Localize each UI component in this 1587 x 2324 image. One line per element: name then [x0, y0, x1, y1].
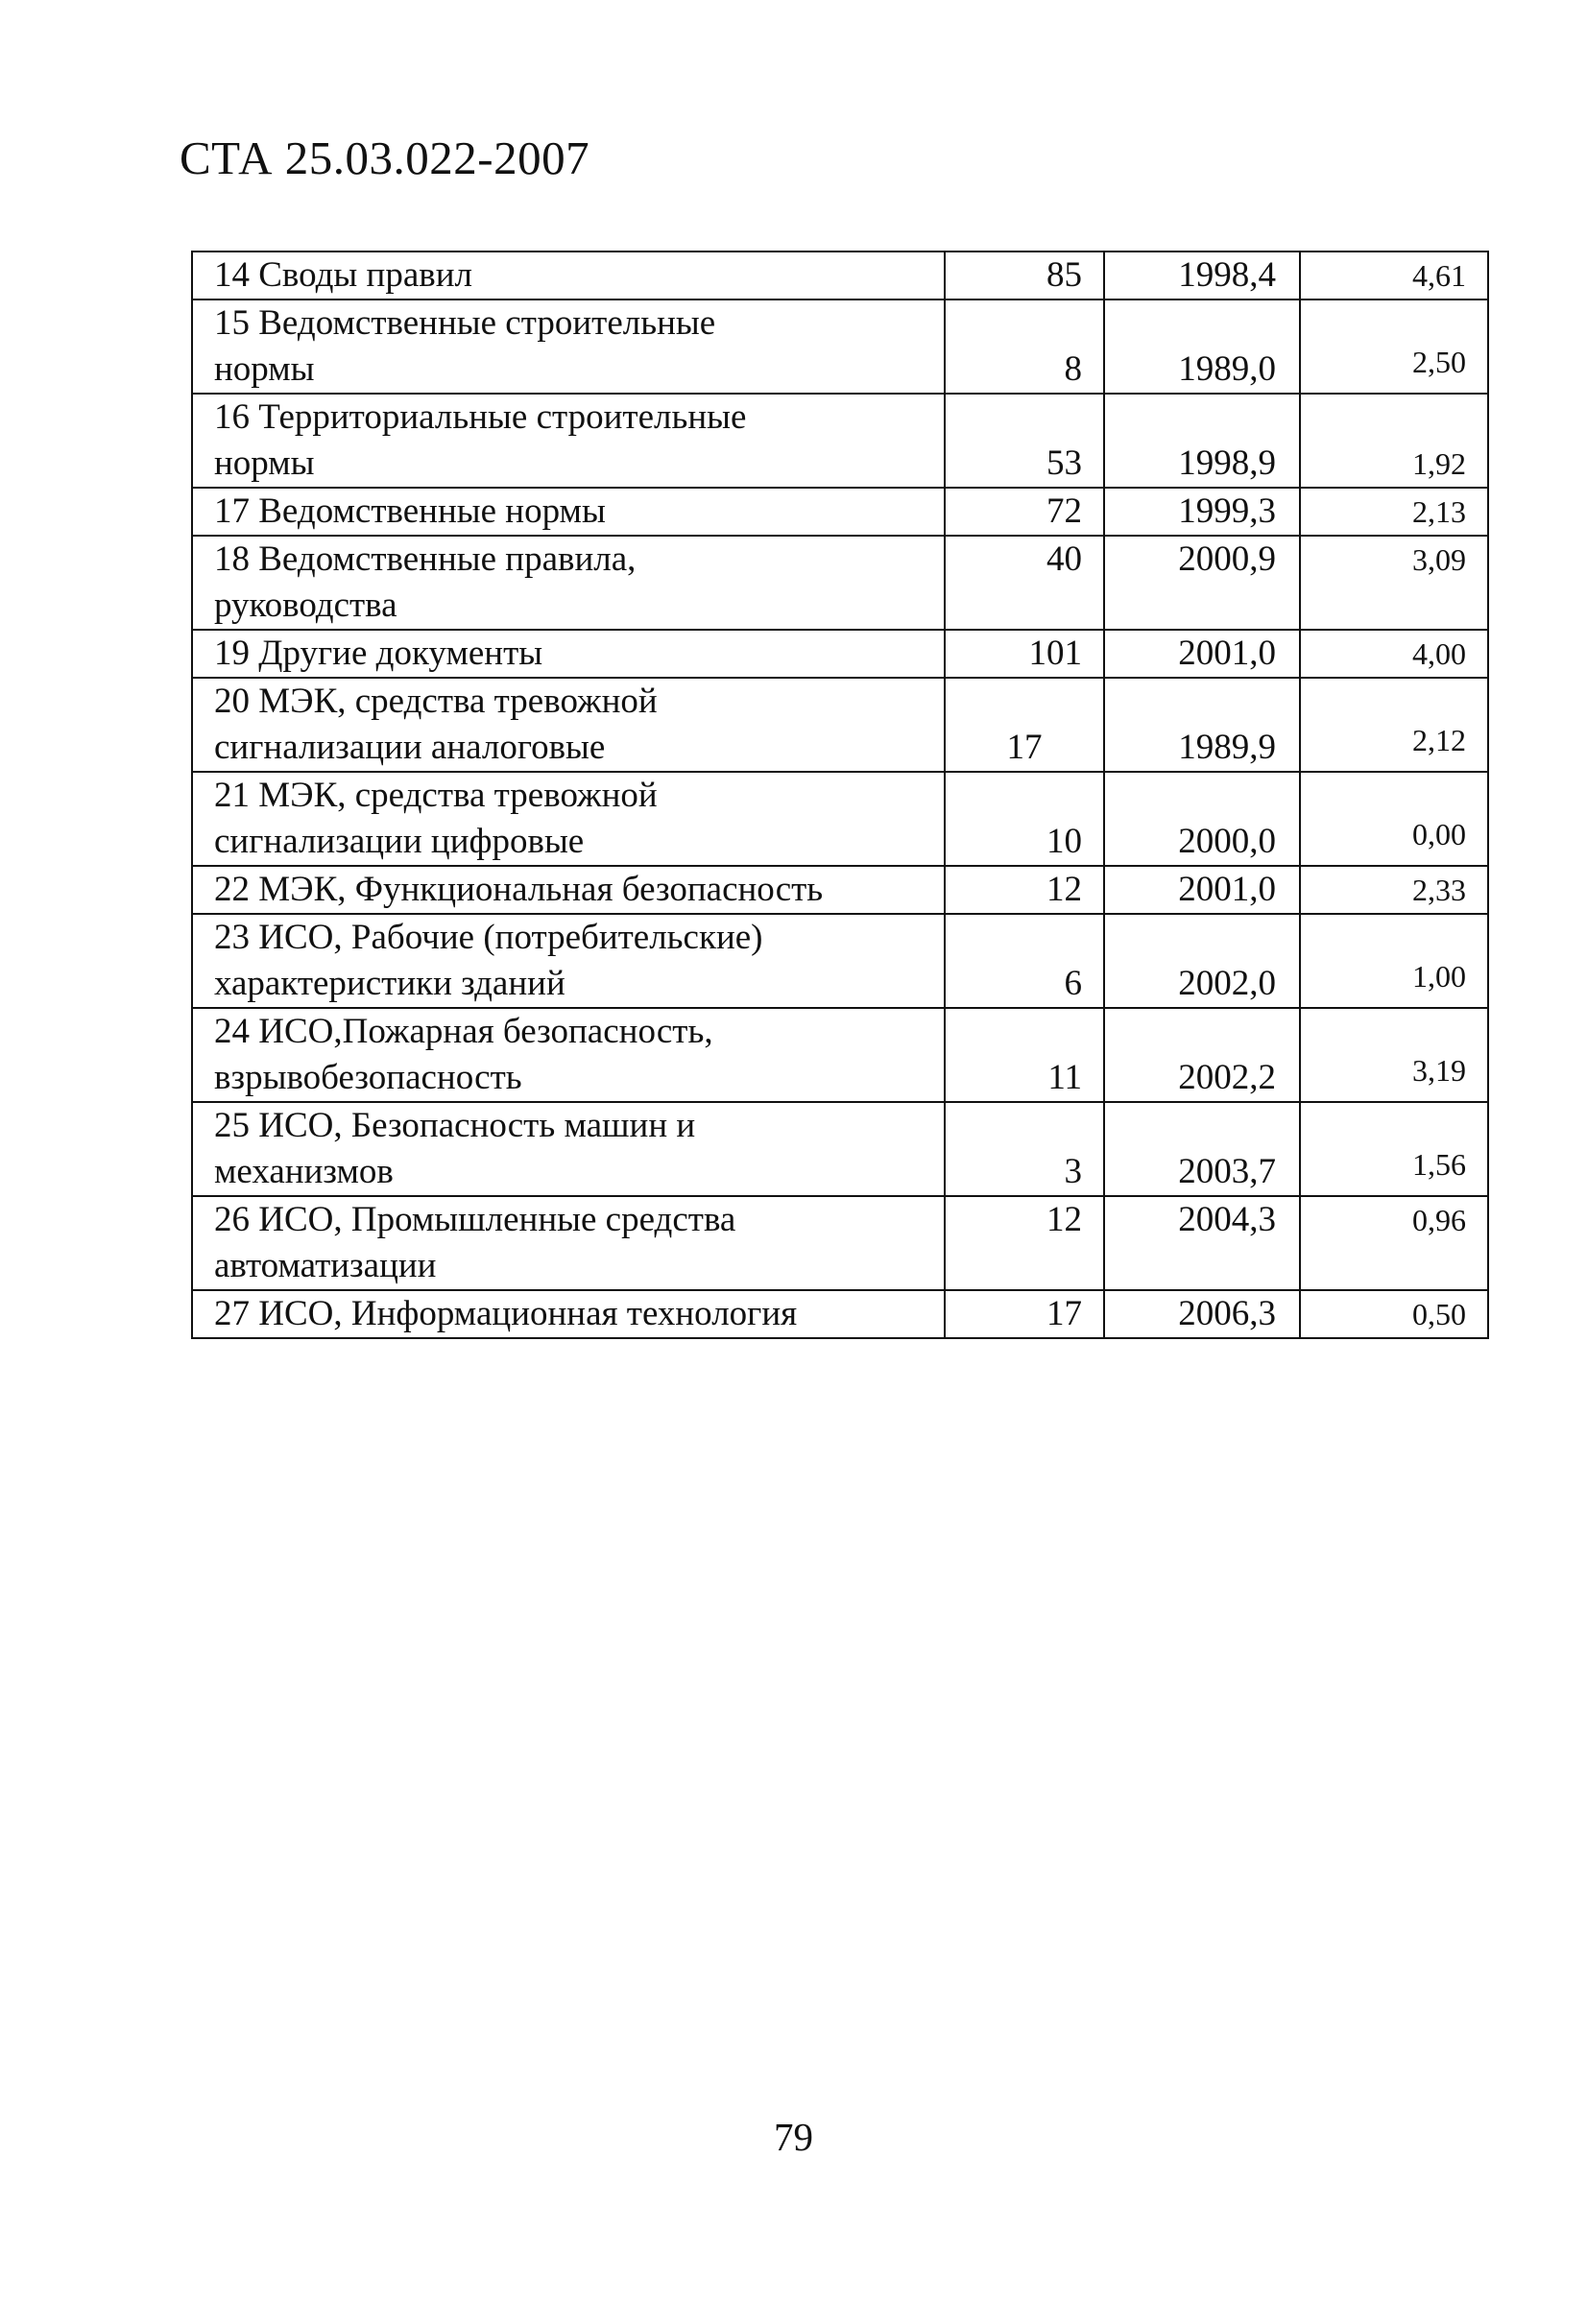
row-year: 2004,3 [1104, 1196, 1300, 1290]
row-name: 19 Другие документы [192, 630, 945, 678]
row-year: 1998,4 [1104, 252, 1300, 299]
table-row [192, 866, 1488, 914]
row-ratio: 4,00 [1300, 630, 1488, 678]
row-year: 2000,9 [1104, 536, 1300, 630]
row-name: 27 ИСО, Информационная технология [192, 1290, 945, 1338]
table-row [192, 1290, 1488, 1338]
row-year: 2001,0 [1104, 866, 1300, 914]
row-count: 85 [945, 252, 1104, 299]
row-ratio: 1,56 [1300, 1102, 1488, 1196]
table-row [192, 536, 1488, 630]
row-ratio: 0,50 [1300, 1290, 1488, 1338]
row-year: 2002,2 [1104, 1008, 1300, 1102]
row-name: 14 Своды правил [192, 252, 945, 299]
table-row [192, 1102, 1488, 1196]
row-ratio: 4,61 [1300, 252, 1488, 299]
row-count: 3 [945, 1102, 1104, 1196]
page-number: 79 [774, 2115, 813, 2159]
row-ratio: 2,12 [1300, 678, 1488, 772]
row-name: 20 МЭК, средства тревожной сигнализации аналоговые [192, 678, 945, 772]
row-count: 8 [945, 299, 1104, 394]
row-count: 10 [945, 772, 1104, 866]
row-name: 22 МЭК, Функциональная безопасность [192, 866, 945, 914]
row-count: 11 [945, 1008, 1104, 1102]
row-ratio: 1,00 [1300, 914, 1488, 1008]
row-name: 17 Ведомственные нормы [192, 488, 945, 536]
row-ratio: 3,09 [1300, 536, 1488, 630]
table-row [192, 299, 1488, 394]
row-year: 1999,3 [1104, 488, 1300, 536]
row-name: 16 Территориальные строительные нормы [192, 394, 945, 488]
row-ratio: 0,00 [1300, 772, 1488, 866]
row-name: 21 МЭК, средства тревожной сигнализации цифровые [192, 772, 945, 866]
row-count: 72 [945, 488, 1104, 536]
row-ratio: 2,50 [1300, 299, 1488, 394]
row-count: 12 [945, 1196, 1104, 1290]
row-ratio: 2,13 [1300, 488, 1488, 536]
row-count: 12 [945, 866, 1104, 914]
row-name: 15 Ведомственные строительные нормы [192, 299, 945, 394]
row-ratio: 0,96 [1300, 1196, 1488, 1290]
row-count: 40 [945, 536, 1104, 630]
row-name: 23 ИСО, Рабочие (потребительские) характеристики зданий [192, 914, 945, 1008]
row-year: 2006,3 [1104, 1290, 1300, 1338]
row-year: 2002,0 [1104, 914, 1300, 1008]
table-row [192, 1008, 1488, 1102]
row-count: 6 [945, 914, 1104, 1008]
table-row [192, 252, 1488, 299]
row-year: 1989,9 [1104, 678, 1300, 772]
table-row [192, 678, 1488, 772]
row-count: 53 [945, 394, 1104, 488]
row-count: 101 [945, 630, 1104, 678]
row-count: 17 [945, 678, 1104, 772]
norms-table-body [192, 252, 1488, 1338]
row-year: 2001,0 [1104, 630, 1300, 678]
row-name: 25 ИСО, Безопасность машин и механизмов [192, 1102, 945, 1196]
row-ratio: 2,33 [1300, 866, 1488, 914]
row-name: 18 Ведомственные правила, руководства [192, 536, 945, 630]
row-ratio: 3,19 [1300, 1008, 1488, 1102]
table-row [192, 1196, 1488, 1290]
table-row [192, 488, 1488, 536]
norms-table [191, 251, 1489, 1339]
row-ratio: 1,92 [1300, 394, 1488, 488]
row-name: 26 ИСО, Промышленные средства автоматизации [192, 1196, 945, 1290]
row-year: 2003,7 [1104, 1102, 1300, 1196]
row-year: 2000,0 [1104, 772, 1300, 866]
row-year: 1998,9 [1104, 394, 1300, 488]
table-row [192, 394, 1488, 488]
row-year: 1989,0 [1104, 299, 1300, 394]
document-header: СТА 25.03.022-2007 [180, 132, 590, 184]
row-count: 17 [945, 1290, 1104, 1338]
table-row [192, 914, 1488, 1008]
table-row [192, 772, 1488, 866]
row-name: 24 ИСО,Пожарная безопасность, взрывобезопасность [192, 1008, 945, 1102]
table-row [192, 630, 1488, 678]
